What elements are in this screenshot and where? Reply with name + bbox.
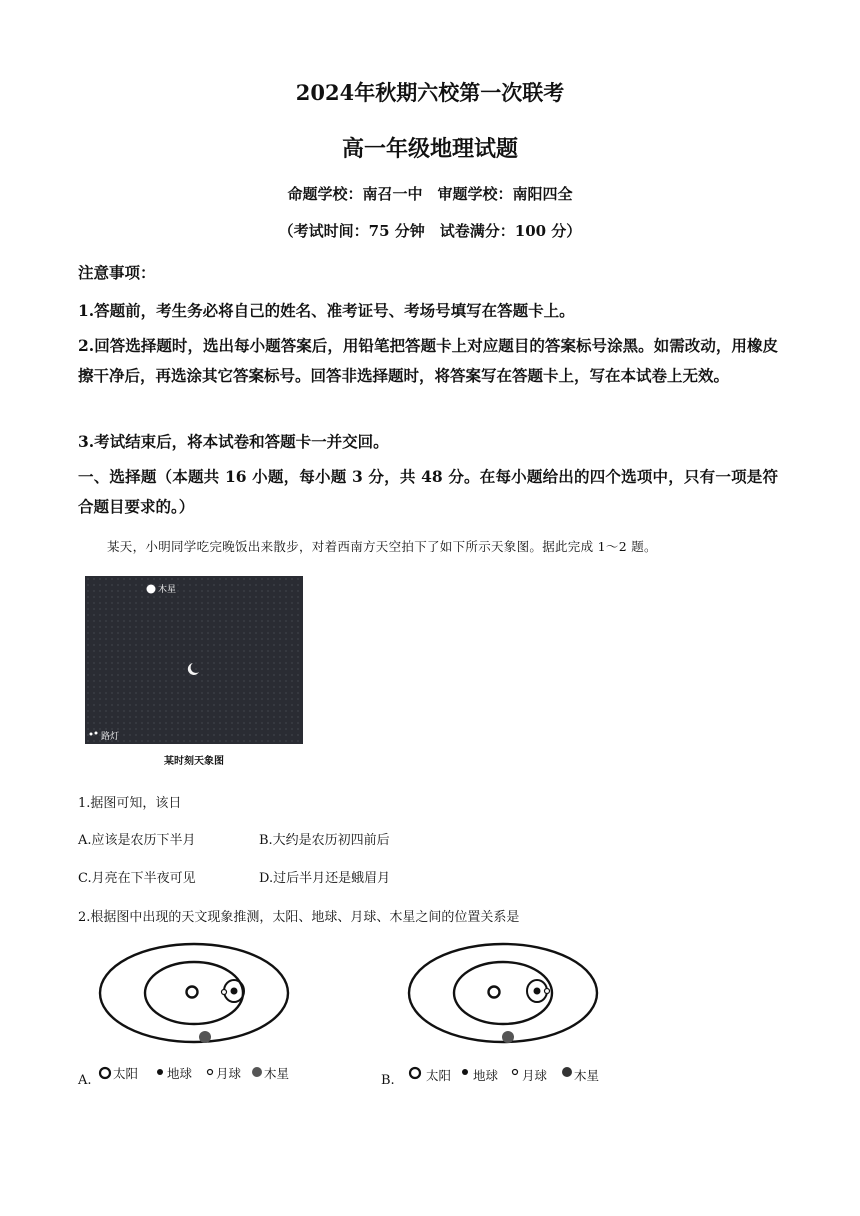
q1-option-a: A.应该是农历下半月 [78,833,196,848]
legend-jupiter-icon [562,1067,572,1077]
note-item-1: 1.答题前，考生务必将自己的姓名、准考证号、考场号填写在答题卡上。 [78,301,575,320]
orbit-diagram-b [398,942,608,1087]
notes-heading: 注意事项： [78,263,156,282]
legend-jupiter-label: 木星 [574,1068,600,1083]
sky-photo-drawing [85,576,303,744]
legend-jupiter-label: 木星 [264,1066,290,1081]
legend-moon-icon [513,1070,518,1075]
sun-icon [187,987,198,998]
legend-earth-icon [157,1069,163,1075]
legend-earth-icon [462,1069,468,1075]
q1-option-d: D.过后半月还是蛾眉月 [259,871,391,886]
jupiter-dot [147,585,156,594]
legend-jupiter-icon [252,1067,262,1077]
note-item-3: 3.考试结束后，将本试卷和答题卡一并交回。 [78,432,389,451]
sky-photo [85,576,303,744]
exam-subtitle: 高一年级地理试题 [341,136,518,162]
jupiter-icon [502,1031,514,1043]
legend-earth-label: 地球 [167,1066,193,1081]
q1-option-c: C.月亮在下半夜可见 [78,871,196,886]
q1-stem: 1.据图可知，该日 [78,796,182,811]
legend-sun-label: 太阳 [113,1066,139,1081]
moon-icon [222,990,227,995]
jupiter-icon [199,1031,211,1043]
legend-moon-label: 月球 [216,1066,242,1081]
streetlight-dot [95,732,98,735]
sun-icon [489,987,500,998]
legend-moon-icon [208,1070,213,1075]
earth-icon [231,988,238,995]
moon-icon [545,989,550,994]
streetlight-dot [90,733,93,736]
schools-line: 命题学校：南召一中 审题学校：南阳四全 [287,185,573,203]
jupiter-label: 木星 [158,585,177,595]
question-intro: 某天，小明同学吃完晚饭出来散步，对着西南方天空拍下了如下所示天象图。据此完成 1～2 题。 [107,539,657,554]
jupiter-orbit [409,944,597,1042]
note-item-2: 2.回答选择题时，选出每小题答案后，用铅笔把答题卡上对应题目的答案标号涂黑。如需改动，用橡皮擦干净后，再选涂其它答案标号。回答非选择题时，将答案写在答题卡上，写在本试卷上无效。 [78,336,778,385]
orbit-diagram-a [93,942,303,1087]
streetlight-label: 路灯 [101,732,120,742]
legend-sun-icon [100,1068,110,1078]
legend-moon-label: 月球 [522,1068,548,1083]
legend-sun-icon [410,1068,420,1078]
exam-title: 2024年秋期六校第一次联考 [295,80,565,105]
q2-option-b-label: B. [381,1073,395,1088]
q1-option-b: B.大约是农历初四前后 [259,833,390,848]
section-1-heading: 一、选择题（本题共 16 小题，每小题 3 分，共 48 分。在每小题给出的四个选项中，只有一项是符合题目要求的。） [78,467,778,516]
crescent-moon-icon [188,663,199,675]
sky-photo-caption: 某时刻天象图 [164,756,224,767]
exam-info: （考试时间：75 分钟 试卷满分：100 分） [278,222,582,240]
legend-sun-label: 太阳 [426,1068,452,1083]
q2-option-a-label: A. [78,1073,92,1088]
legend-earth-label: 地球 [473,1068,499,1083]
earth-icon [534,988,541,995]
q2-stem: 2.根据图中出现的天文现象推测，太阳、地球、月球、木星之间的位置关系是 [78,910,520,925]
